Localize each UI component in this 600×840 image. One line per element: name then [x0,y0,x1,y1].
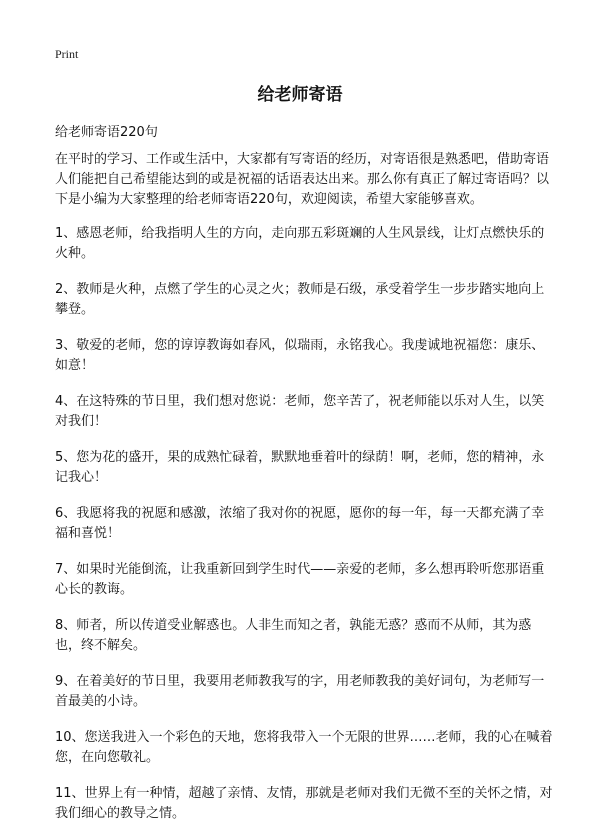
page-title: 给老师寄语 [257,85,343,105]
list-item: 3、敬爱的老师，您的谆谆教诲如春风，似瑞雨，永铭我心。我虔诚地祝福您：康乐、如意！ [55,338,545,373]
list-item: 11、世界上有一种情，超越了亲情、友情，那就是老师对我们无微不至的关怀之情，对我们细心的教导之情。 [55,786,553,821]
list-item: 6、我愿将我的祝愿和感激，浓缩了我对你的祝愿，愿你的每一年，每一天都充满了幸福和喜悦！ [55,506,545,541]
article-subtitle: 给老师寄语220句 [55,125,158,140]
article-body [55,150,555,840]
list-item: 5、您为花的盛开，果的成熟忙碌着，默默地垂着叶的绿荫！啊，老师，您的精神，永记我心！ [55,450,545,485]
print-link[interactable]: Print [55,47,79,61]
intro-paragraph: 在平时的学习、工作或生活中，大家都有写寄语的经历，对寄语很是熟悉吧，借助寄语人们能把自己希望能达到的或是祝福的话语表达出来。那么你有真正了解过寄语吗？以下是小编为大家整理的给老师寄语220句，欢迎阅读，希望大家能够喜欢。 [55,152,550,207]
list-item: 2、教师是火种，点燃了学生的心灵之火；教师是石级，承受着学生一步步踏实地向上攀登。 [55,282,545,317]
list-item: 9、在着美好的节日里，我要用老师教我写的字，用老师教我的美好词句，为老师写一首最美的小诗。 [55,674,545,709]
list-item: 10、您送我进入一个彩色的天地，您将我带入一个无限的世界……老师，我的心在喊着您，在向您敬礼。 [55,730,553,765]
list-item: 1、感恩老师，给我指明人生的方向，走向那五彩斑斓的人生风景线，让灯点燃快乐的火种。 [55,226,545,261]
list-item: 7、如果时光能倒流，让我重新回到学生时代——亲爱的老师，多么想再聆听您那语重心长的教诲。 [55,562,545,597]
list-item: 8、师者，所以传道受业解惑也。人非生而知之者，孰能无惑？惑而不从师，其为惑也，终不解矣。 [55,618,532,653]
list-item: 4、在这特殊的节日里，我们想对您说：老师，您辛苦了，祝老师能以乐对人生，以笑对我们！ [55,394,545,429]
